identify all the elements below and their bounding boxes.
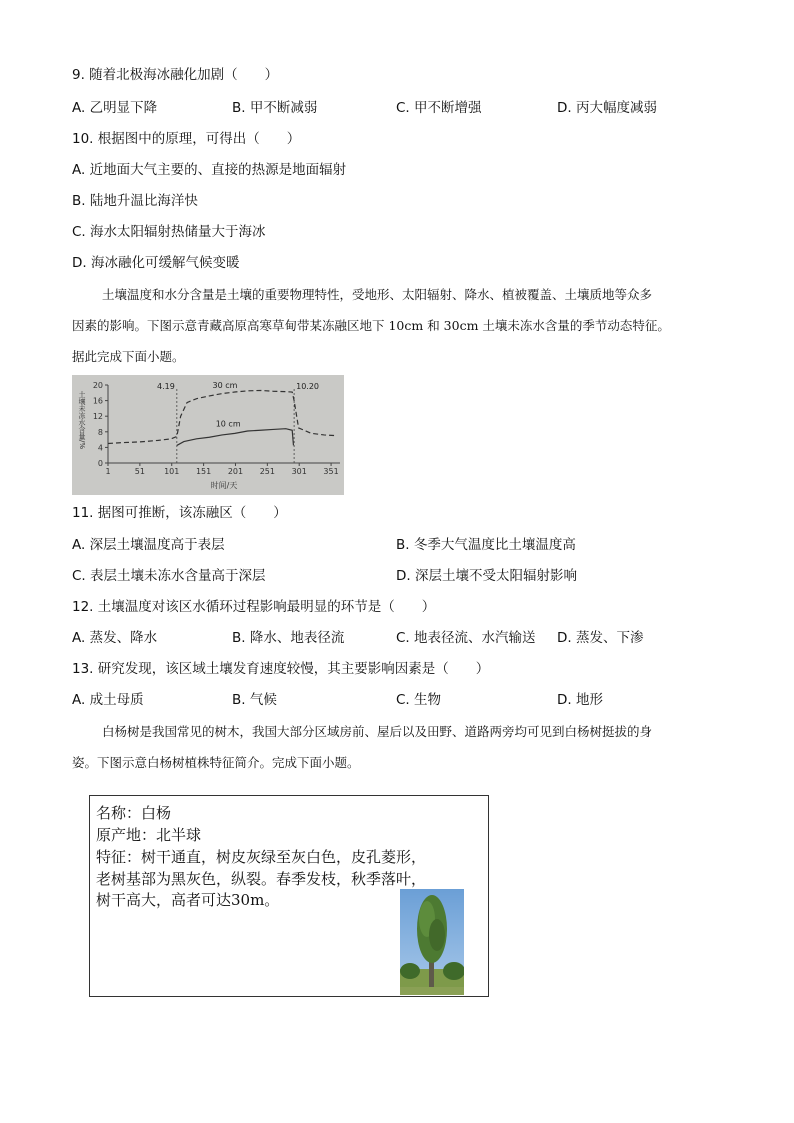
x-tick-label: 351 xyxy=(323,467,339,476)
passage2-line1: 白杨树是我国常见的树木，我国大部分区域房前、屋后以及田野、道路两旁均可见到白杨树挺拔的身 xyxy=(102,724,653,739)
q12-option-d: D. 蒸发、下渗 xyxy=(557,630,644,646)
y-tick-label: 8 xyxy=(97,427,103,437)
q12-option-b: B. 降水、地表径流 xyxy=(232,630,345,646)
q11-option-a: A. 深层土壤温度高于表层 xyxy=(72,537,225,553)
q12-option-a: A. 蒸发、降水 xyxy=(72,630,158,646)
x-tick-label: 101 xyxy=(164,467,180,476)
info-feature-line2: 老树基部为黑灰色，纵裂。春季发枝，秋季落叶， xyxy=(96,870,427,888)
q10-option-c: C. 海水太阳辐射热储量大于海冰 xyxy=(72,224,266,240)
y-tick-label: 16 xyxy=(92,396,103,406)
q13-option-a: A. 成土母质 xyxy=(72,692,144,708)
x-tick-label: 1 xyxy=(105,467,111,476)
y-axis-label: 土壤未冻水含量/% xyxy=(78,391,86,450)
x-tick-label: 151 xyxy=(195,467,212,476)
y-tick-label: 12 xyxy=(92,412,103,422)
date-marker-label: 4.19 xyxy=(157,382,175,391)
series-name-label: 10 cm xyxy=(215,419,241,429)
passage1-line2: 因素的影响。下图示意青藏高原高寒草甸带某冻融区地下 10cm 和 30cm 土壤未冻水含量的季节动态特征。 xyxy=(72,318,670,333)
q11-option-c: C. 表层土壤未冻水含量高于深层 xyxy=(72,568,266,584)
q9-option-d: D. 丙大幅度减弱 xyxy=(557,100,657,116)
y-tick-label: 0 xyxy=(97,459,103,468)
q10-option-b: B. 陆地升温比海洋快 xyxy=(72,193,198,209)
q9-option-b: B. 甲不断减弱 xyxy=(232,100,318,116)
q11-option-b: B. 冬季大气温度比土壤温度高 xyxy=(396,537,576,553)
q11-stem: 11. 据图可推断，该冻融区（ ） xyxy=(72,505,287,521)
info-feature-line1: 特征：树干通直，树皮灰绿至灰白色，皮孔菱形， xyxy=(96,848,427,866)
info-name: 名称：白杨 xyxy=(96,804,172,822)
x-tick-label: 201 xyxy=(227,467,244,476)
q13-option-c: C. 生物 xyxy=(396,692,442,708)
q13-stem: 13. 研究发现，该区域土壤发育速度较慢，其主要影响因素是（ ） xyxy=(72,661,490,677)
passage1-line1: 土壤温度和水分含量是土壤的重要物理特性，受地形、太阳辐射、降水、植被覆盖、土壤质地等众多 xyxy=(102,287,653,302)
passage1-line3: 据此完成下面小题。 xyxy=(72,349,185,364)
x-tick-label: 251 xyxy=(259,467,275,476)
passage2-line2: 姿。下图示意白杨树植株特征简介。完成下面小题。 xyxy=(72,755,360,770)
q12-stem: 12. 土壤温度对该区水循环过程影响最明显的环节是（ ） xyxy=(72,599,436,615)
date-marker-label: 10.20 xyxy=(296,382,320,391)
poplar-tree-photo xyxy=(400,889,464,995)
q11-option-d: D. 深层土壤不受太阳辐射影响 xyxy=(396,568,577,584)
x-tick-label: 301 xyxy=(291,467,307,476)
q9-stem: 9. 随着北极海冰融化加剧（ ） xyxy=(72,67,279,83)
info-feature-line3: 树干高大，高者可达30m。 xyxy=(96,891,280,909)
y-tick-label: 4 xyxy=(97,443,103,453)
q13-option-b: B. 气候 xyxy=(232,692,277,708)
x-tick-label: 51 xyxy=(134,467,145,476)
x-axis-label: 时间/天 xyxy=(210,481,238,490)
poplar-info-box xyxy=(89,795,489,997)
q10-option-d: D. 海冰融化可缓解气候变暖 xyxy=(72,255,240,271)
q13-option-d: D. 地形 xyxy=(557,692,603,708)
q10-option-a: A. 近地面大气主要的、直接的热源是地面辐射 xyxy=(72,162,347,178)
soil-water-chart xyxy=(72,375,344,495)
info-origin: 原产地：北半球 xyxy=(96,826,202,844)
q9-option-a: A. 乙明显下降 xyxy=(72,100,158,116)
q12-option-c: C. 地表径流、水汽输送 xyxy=(396,630,536,646)
q9-option-c: C. 甲不断增强 xyxy=(396,100,482,116)
chart-background xyxy=(72,375,344,495)
q10-stem: 10. 根据图中的原理，可得出（ ） xyxy=(72,131,301,147)
y-tick-label: 20 xyxy=(92,381,103,390)
series-name-label: 30 cm xyxy=(212,381,238,391)
